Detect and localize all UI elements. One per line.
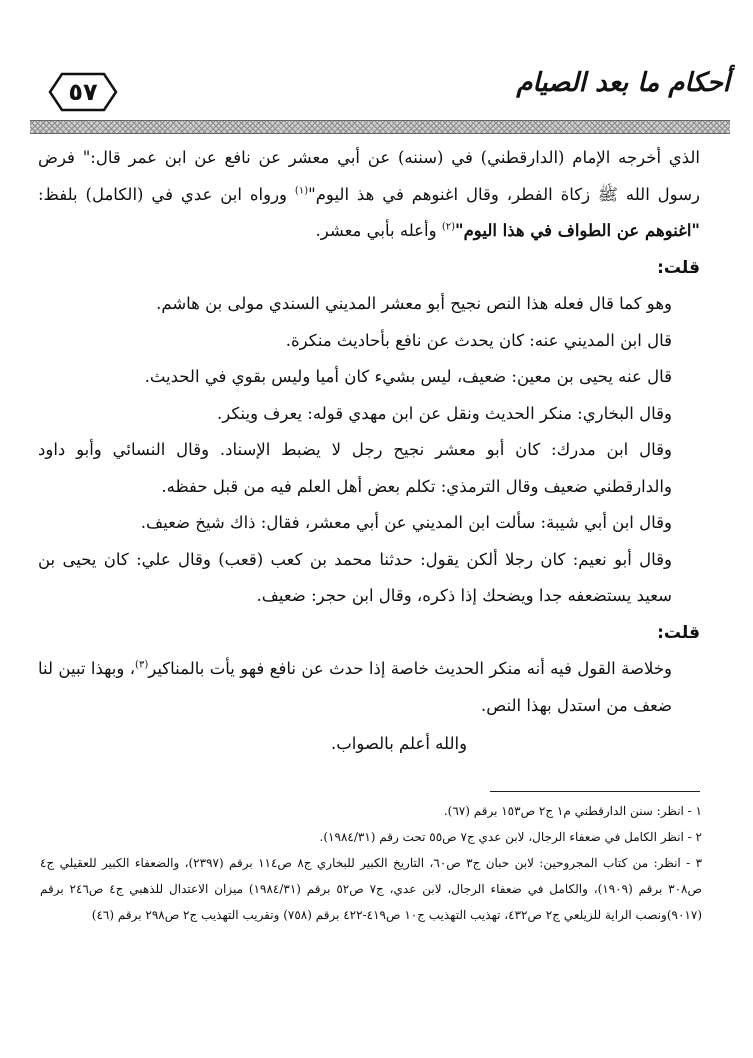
line-6: وقال ابن أبي شيبة: سألت ابن المديني عن أبي معشر، فقال: ذاك شيخ ضعيف. [140, 513, 672, 532]
running-title: أحكام ما بعد الصيام [516, 68, 730, 98]
footnote-separator [490, 791, 700, 792]
line-4: وقال البخاري: منكر الحديث ونقل عن ابن مهدي قوله: يعرف وينكر. [217, 403, 672, 423]
hadith-text-2: ورواه ابن عدي في (الكامل) بلفظ: [38, 184, 295, 204]
header-ornament-band [30, 120, 730, 134]
hadith-text-3: وأعله بأبي معشر. [315, 221, 442, 240]
footnote-1: ١ - انظر: سنن الدارقطني م١ ج٢ ص١٥٣ برقم (٦٧). [443, 804, 702, 818]
heading-qult-1: قلت: [657, 257, 700, 278]
footnote-ref-2: (٢) [441, 221, 455, 233]
line-7: وقال أبو نعيم: كان رجلا ألكن يقول: حدثنا محمد بن كعب (قعب) وقال علي: كان يحيى بن سعيد يستضعفه جدا ويضحك إذا ذكره، وقال ابن حجر: ضعيف. [38, 549, 672, 605]
main-text [38, 140, 700, 763]
page-number-badge [48, 72, 118, 112]
page-number: ٥٧ [68, 78, 98, 106]
footnote-ref-3: (٣) [135, 659, 149, 671]
heading-qult-2: قلت: [657, 622, 700, 643]
conclusion-text-2: ، وبهذا تبين لنا ضعف من استدل بهذا النص. [38, 659, 672, 715]
footnote-2: ٢ - انظر الكامل في ضعفاء الرجال، لابن عدي ج٧ ص٥٥ تحت رقم (١٩٨٤/٣١). [319, 830, 702, 844]
line-3: قال عنه يحيى بن معين: ضعيف، ليس بشيء كان أميا وليس بقوي في الحديث. [144, 367, 672, 386]
conclusion-text: وخلاصة القول فيه أنه منكر الحديث خاصة إذا حدث عن نافع فهو يأت بالمناكير [148, 659, 672, 678]
line-5: وقال ابن مدرك: كان أبو معشر نجيح رجل لا يضبط الإسناد. وقال النسائي وأبو داود والدارقطني ضعيف وقال الترمذي: تكلم بعض أهل العلم فيه من قبل حفظه. [38, 440, 672, 496]
footnotes [40, 798, 702, 928]
line-8 [38, 651, 700, 724]
line-2: قال ابن المديني عنه: كان يحدث عن نافع بأحاديث منكرة. [285, 330, 672, 350]
footnote-ref-1: (١) [294, 185, 309, 196]
hadith-quote-bold: "اغنوهم عن الطواف في هذا اليوم" [455, 221, 700, 240]
paragraph-hadith [38, 140, 700, 250]
footnote-3: ٣ - انظر: من كتاب المجروحين: لابن حبان ج٣ ص٦٠، التاريخ الكبير للبخاري ج٨ ص١١٤ برقم (٢٣٩٧)، والضعفاء الكبير للعقيلي ج٤ ص٣٠٨ برقم (١٩٠٩)، والكامل في ضعفاء الرجال، لابن عدي، ج٧ ص٥٢ برقم (١٩٨٤/٣١) ميزان الاعتدال للذهبي ج٤ ص٢٤٦ برقم (٩٠١٧)ونصب الراية للزيلعي ج٢ ص٤٣٢، تهذيب التهذيب ج١٠ ص٤١٩-٤٢٢ برقم (٧٥٨) وتقريب التهذيب ج٢ ص٢٩٨ برقم (٤٦) [40, 856, 703, 922]
closing-line: والله أعلم بالصواب. [330, 734, 468, 753]
hadith-text: الذي أخرجه الإمام (الدارقطني) في (سننه) عن أبي معشر عن نافع عن ابن عمر قال:" فرض رسول الله ﷺ زكاة الفطر، وقال اغنوهم في هذ اليوم" [38, 148, 700, 204]
page-header [30, 60, 730, 132]
line-1: وهو كما قال فعله هذا النص نجيح أبو معشر المديني السندي مولى بن هاشم. [156, 294, 672, 313]
